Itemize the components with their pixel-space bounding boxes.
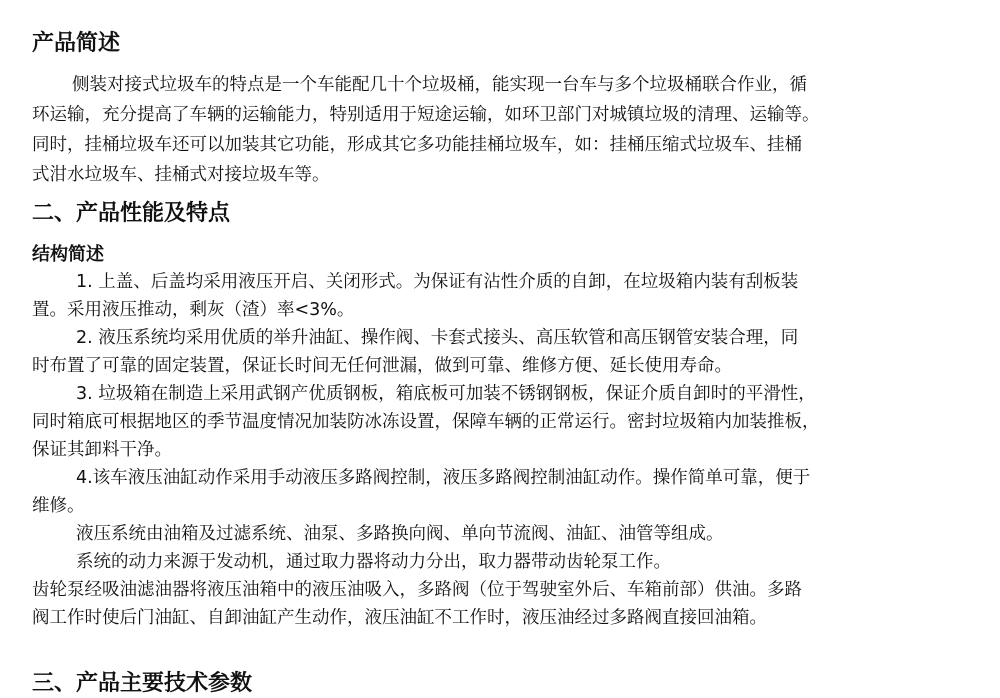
structure-line: 系统的动力来源于发动机，通过取力器将动力分出，取力器带动齿轮泵工作。 xyxy=(76,552,671,572)
section-title-features: 二、产品性能及特点 xyxy=(32,201,231,226)
structure-line: 时布置了可靠的固定装置，保证长时间无任何泄漏，做到可靠、维修方便、延长使用寿命。 xyxy=(32,356,732,376)
structure-line: 阀工作时使后门油缸、自卸油缸产生动作，液压油缸不工作时，液压油经过多路阀直接回油箱。 xyxy=(32,608,767,628)
structure-line: 1. 上盖、后盖均采用液压开启、关闭形式。为保证有沾性介质的自卸，在垃圾箱内装有刮板装 xyxy=(76,272,799,292)
structure-line: 齿轮泵经吸油滤油器将液压油箱中的液压油吸入，多路阀（位于驾驶室外后、车箱前部）供油。多路 xyxy=(32,580,802,600)
structure-line: 2. 液压系统均采用优质的举升油缸、操作阀、卡套式接头、高压软管和高压钢管安装合理，同 xyxy=(76,328,799,348)
structure-line: 置。采用液压推动，剩灰（渣）率<3%。 xyxy=(32,300,355,320)
section-title-overview: 产品简述 xyxy=(32,31,121,56)
overview-line: 式泔水垃圾车、挂桶式对接垃圾车等。 xyxy=(32,165,330,185)
structure-line: 同时箱底可根据地区的季节温度情况加装防冰冻设置，保障车辆的正常运行。密封垃圾箱内加装推板， xyxy=(32,412,820,432)
structure-line: 液压系统由油箱及过滤系统、油泵、多路换向阀、单向节流阀、油缸、油管等组成。 xyxy=(76,524,724,544)
section-title-params: 三、产品主要技术参数 xyxy=(32,671,253,696)
structure-line: 3. 垃圾箱在制造上采用武钢产优质钢板，箱底板可加装不锈钢钢板，保证介质自卸时的平滑性， xyxy=(76,384,816,404)
structure-line: 保证其卸料干净。 xyxy=(32,440,172,460)
overview-line: 侧装对接式垃圾车的特点是一个车能配几十个垃圾桶，能实现一台车与多个垃圾桶联合作业，循 xyxy=(72,75,807,95)
structure-line: 维修。 xyxy=(32,496,85,516)
subsection-title-structure: 结构简述 xyxy=(32,244,104,265)
structure-line: 4.该车液压油缸动作采用手动液压多路阀控制，液压多路阀控制油缸动作。操作简单可靠，便于 xyxy=(76,468,811,488)
overview-line: 同时，挂桶垃圾车还可以加装其它功能，形成其它多功能挂桶垃圾车，如：挂桶压缩式垃圾车、挂桶 xyxy=(32,135,802,155)
overview-line: 环运输，充分提高了车辆的运输能力，特别适用于短途运输，如环卫部门对城镇垃圾的清理、运输等。 xyxy=(32,105,820,125)
